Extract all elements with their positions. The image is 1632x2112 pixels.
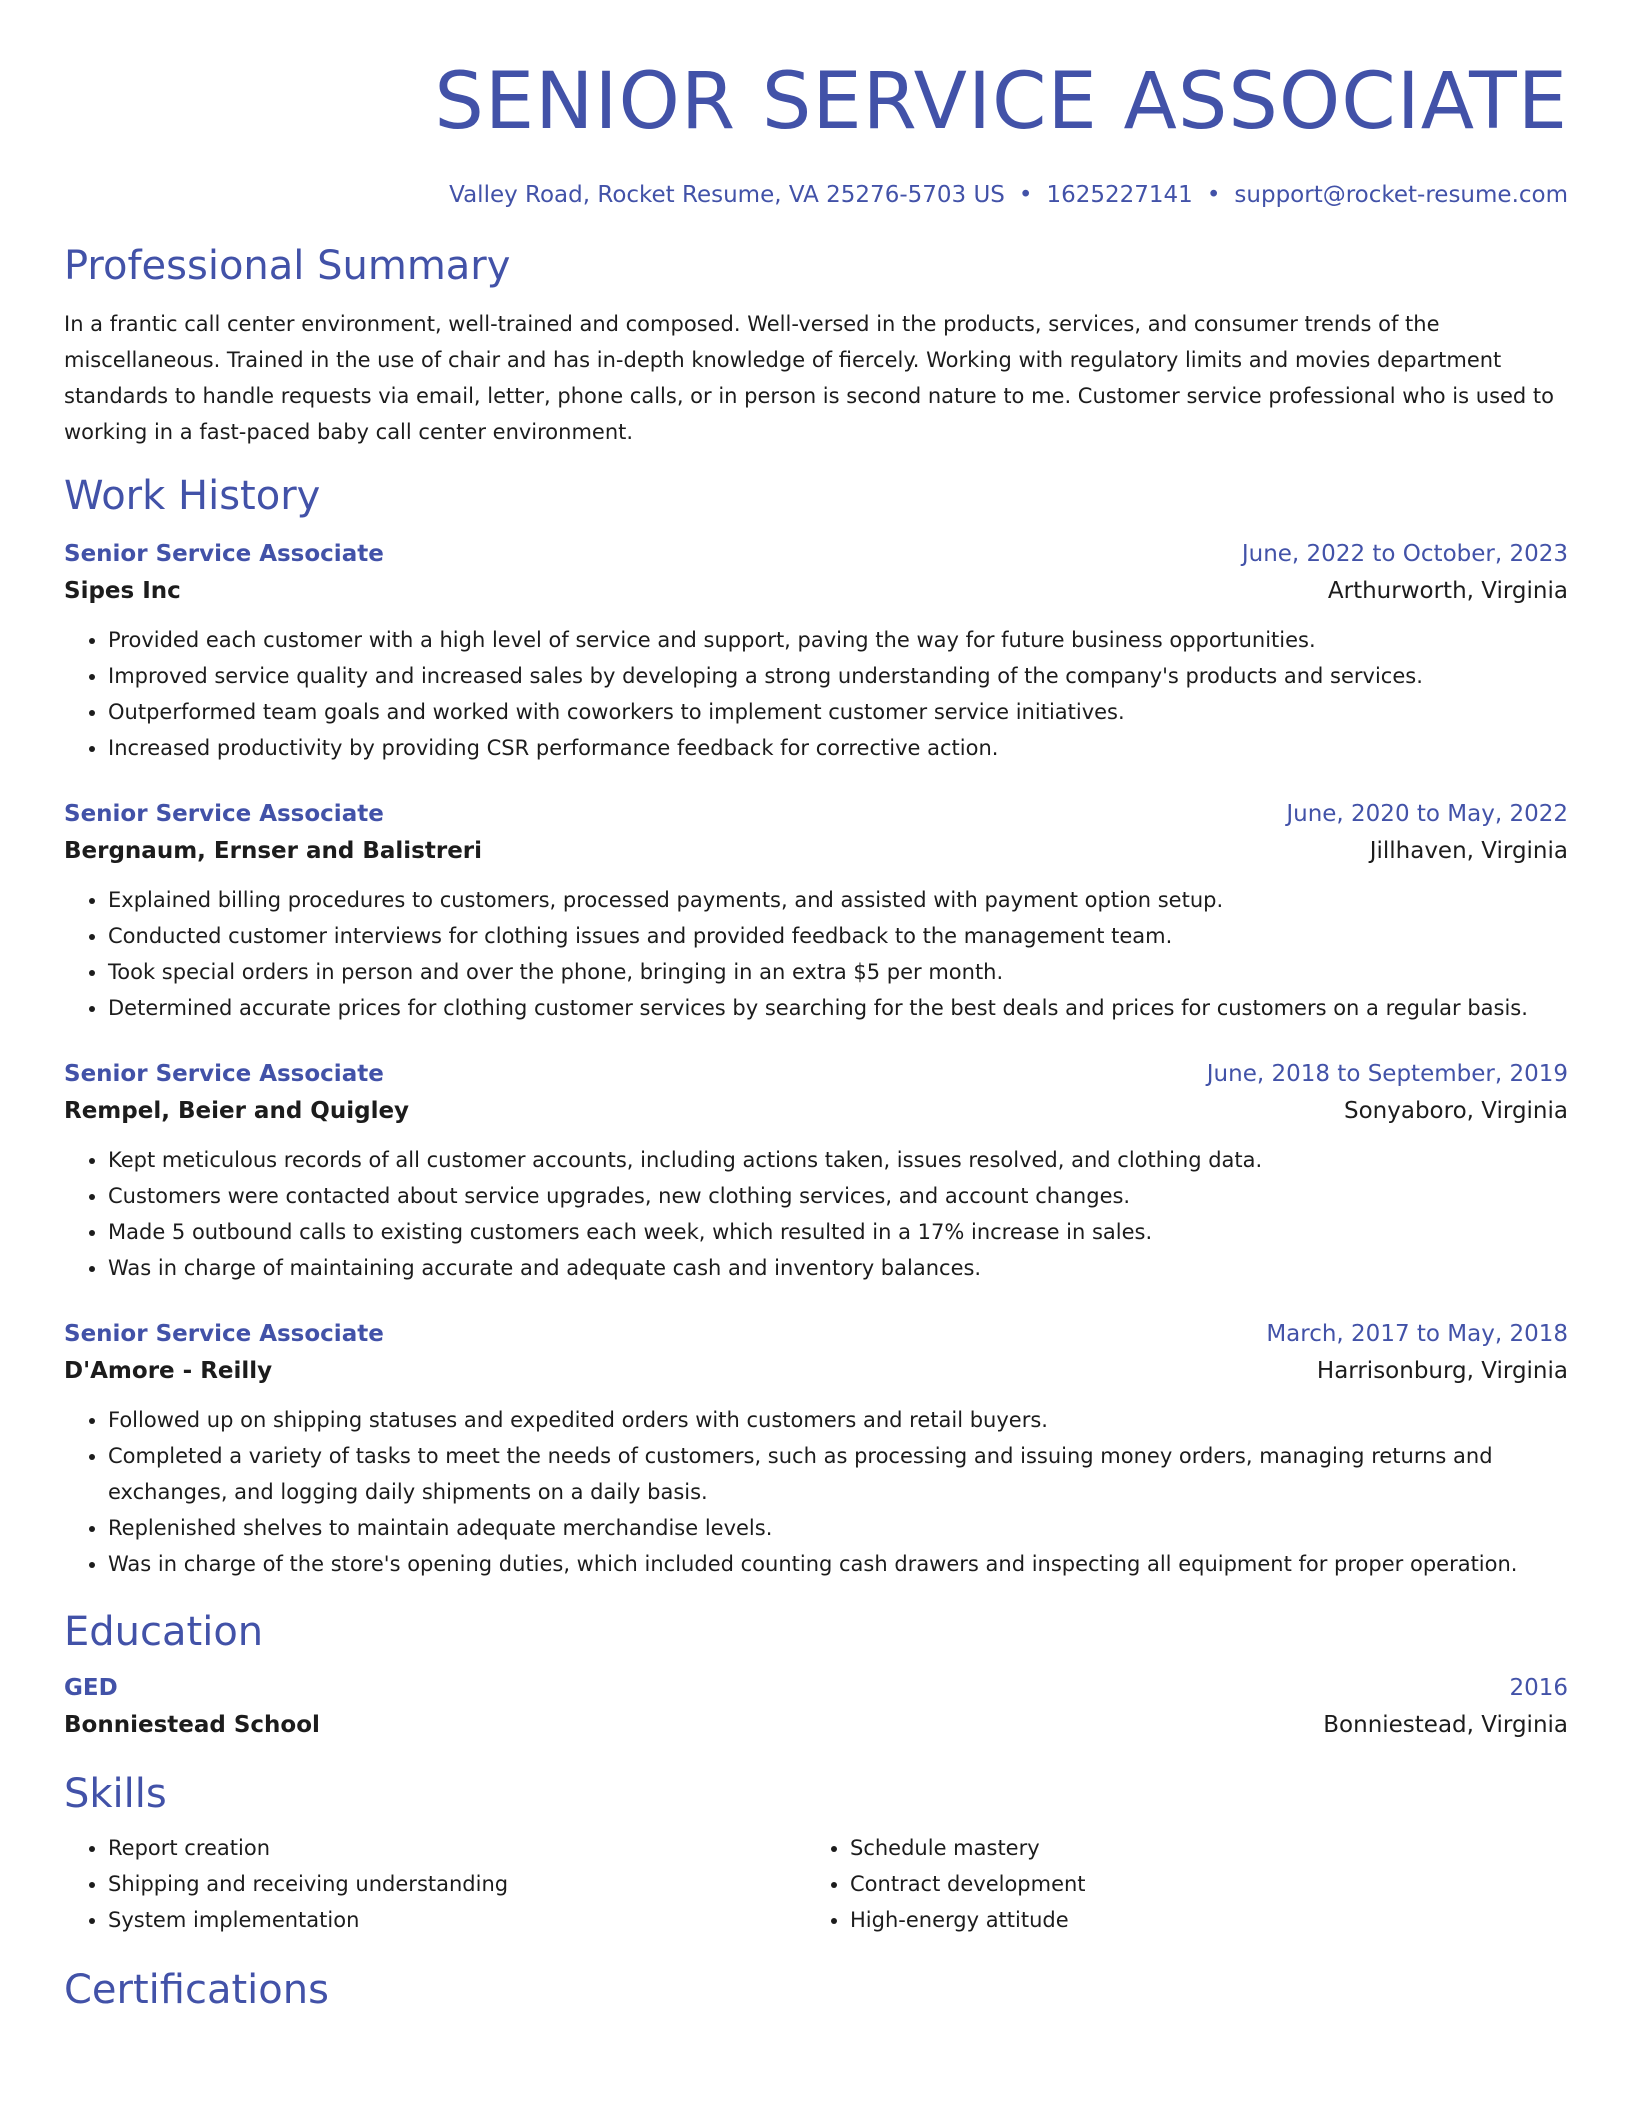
job-entry <box>64 1056 1568 1286</box>
job-bullet: • Determined accurate prices for clothing customer services by searching for the best deals and prices for customers on a regular basis. <box>108 990 1568 1026</box>
job-header-row <box>64 796 1568 832</box>
education-header-row <box>64 1670 1568 1706</box>
job-entry <box>64 536 1568 766</box>
contact-separator: • <box>1018 182 1033 208</box>
work-history-heading: Work History <box>64 473 321 519</box>
job-dates: June, 2020 to May, 2022 <box>1286 801 1568 827</box>
job-position: Senior Service Associate <box>64 541 384 567</box>
job-location: Sonyaboro, Virginia <box>1344 1098 1568 1124</box>
job-bullet: • Increased productivity by providing CSR performance feedback for corrective action. <box>108 730 1568 766</box>
job-header-row <box>64 536 1568 572</box>
job-company-row <box>64 832 1568 870</box>
job-location: Arthurworth, Virginia <box>1327 578 1568 604</box>
job-bullet: • Outperformed team goals and worked with coworkers to implement customer service initiatives. <box>108 694 1568 730</box>
job-bullet: • Was in charge of maintaining accurate and adequate cash and inventory balances. <box>108 1250 1568 1286</box>
job-dates: June, 2018 to September, 2019 <box>1206 1061 1568 1087</box>
contact-email[interactable]: support@rocket-resume.com <box>1234 182 1568 208</box>
skill-item: • Schedule mastery <box>850 1830 1548 1866</box>
job-location: Harrisonburg, Virginia <box>1316 1358 1568 1384</box>
job-bullet: • Was in charge of the store's opening duties, which included counting cash drawers and inspecting all equipment for proper operation. <box>108 1546 1568 1582</box>
education-heading: Education <box>64 1609 264 1655</box>
job-entry <box>64 796 1568 1026</box>
contact-address: Valley Road, Rocket Resume, VA 25276-5703 US <box>449 182 1005 208</box>
resume-header <box>64 0 1568 210</box>
job-bullet: • Improved service quality and increased sales by developing a strong understanding of the company's products and services. <box>108 658 1568 694</box>
job-bullet: • Took special orders in person and over the phone, bringing in an extra $5 per month. <box>108 954 1568 990</box>
job-dates: June, 2022 to October, 2023 <box>1241 541 1568 567</box>
contact-line <box>64 180 1568 210</box>
job-bullet: • Kept meticulous records of all customer accounts, including actions taken, issues resolved, and clothing data. <box>108 1142 1568 1178</box>
skill-item: • Contract development <box>850 1866 1548 1902</box>
skill-item: • Report creation <box>108 1830 806 1866</box>
job-bullet: • Conducted customer interviews for clothing issues and provided feedback to the management team. <box>108 918 1568 954</box>
summary-text: In a frantic call center environment, well-trained and composed. Well-versed in the products, services, and consumer trends of the miscellaneous. Trained in the use of chair and has in-depth knowledge of fiercely. Working with regulatory limits and movies department standards to handle requests via email, letter, phone calls, or in person is second nature to me. Customer service professional who is used to working in a fast-paced baby call center environment. <box>64 312 1555 444</box>
job-company: Rempel, Beier and Quigley <box>64 1098 410 1124</box>
job-bullet: • Provided each customer with a high level of service and support, paving the way for future business opportunities. <box>108 622 1568 658</box>
job-position: Senior Service Associate <box>64 1061 384 1087</box>
education-school: Bonniestead School <box>64 1712 320 1738</box>
job-bullet: • Customers were contacted about service upgrades, new clothing services, and account changes. <box>108 1178 1568 1214</box>
job-company-row <box>64 1092 1568 1130</box>
skills-column-right <box>806 1830 1548 1938</box>
contact-separator: • <box>1206 182 1221 208</box>
skill-item: • High-energy attitude <box>850 1902 1548 1938</box>
skills-grid <box>64 1830 1568 1938</box>
job-company-row <box>64 1352 1568 1390</box>
job-dates: March, 2017 to May, 2018 <box>1266 1321 1568 1347</box>
job-bullet: • Completed a variety of tasks to meet the needs of customers, such as processing and issuing money orders, managing returns and exchanges, and logging daily shipments on a daily basis. <box>108 1438 1568 1510</box>
resume-name: SENIOR SERVICE ASSOCIATE <box>434 57 1568 147</box>
job-bullet: • Replenished shelves to maintain adequate merchandise levels. <box>108 1510 1568 1546</box>
skill-item: • System implementation <box>108 1902 806 1938</box>
job-bullets <box>64 622 1568 766</box>
skill-item: • Shipping and receiving understanding <box>108 1866 806 1902</box>
education-degree: GED <box>64 1675 118 1701</box>
education-location: Bonniestead, Virginia <box>1323 1712 1568 1738</box>
job-header-row <box>64 1056 1568 1092</box>
job-position: Senior Service Associate <box>64 1321 384 1347</box>
contact-phone[interactable]: 1625227141 <box>1046 182 1193 208</box>
job-company: D'Amore - Reilly <box>64 1358 273 1384</box>
job-bullets <box>64 1402 1568 1582</box>
job-bullet: • Made 5 outbound calls to existing customers each week, which resulted in a 17% increase in sales. <box>108 1214 1568 1250</box>
job-location: Jillhaven, Virginia <box>1369 838 1568 864</box>
job-bullets <box>64 1142 1568 1286</box>
skills-column-left <box>64 1830 806 1938</box>
summary-heading: Professional Summary <box>64 243 511 289</box>
job-header-row <box>64 1316 1568 1352</box>
job-position: Senior Service Associate <box>64 801 384 827</box>
education-school-row <box>64 1706 1568 1744</box>
job-bullets <box>64 882 1568 1026</box>
certifications-heading: Certifications <box>64 1967 329 2013</box>
job-entry <box>64 1316 1568 1582</box>
skills-heading: Skills <box>64 1771 167 1817</box>
education-entry <box>64 1670 1568 1744</box>
job-company: Bergnaum, Ernser and Balistreri <box>64 838 483 864</box>
job-bullet: • Explained billing procedures to customers, processed payments, and assisted with payment option setup. <box>108 882 1568 918</box>
education-year: 2016 <box>1509 1675 1568 1701</box>
job-company: Sipes Inc <box>64 578 181 604</box>
job-bullet: • Followed up on shipping statuses and expedited orders with customers and retail buyers. <box>108 1402 1568 1438</box>
job-company-row <box>64 572 1568 610</box>
